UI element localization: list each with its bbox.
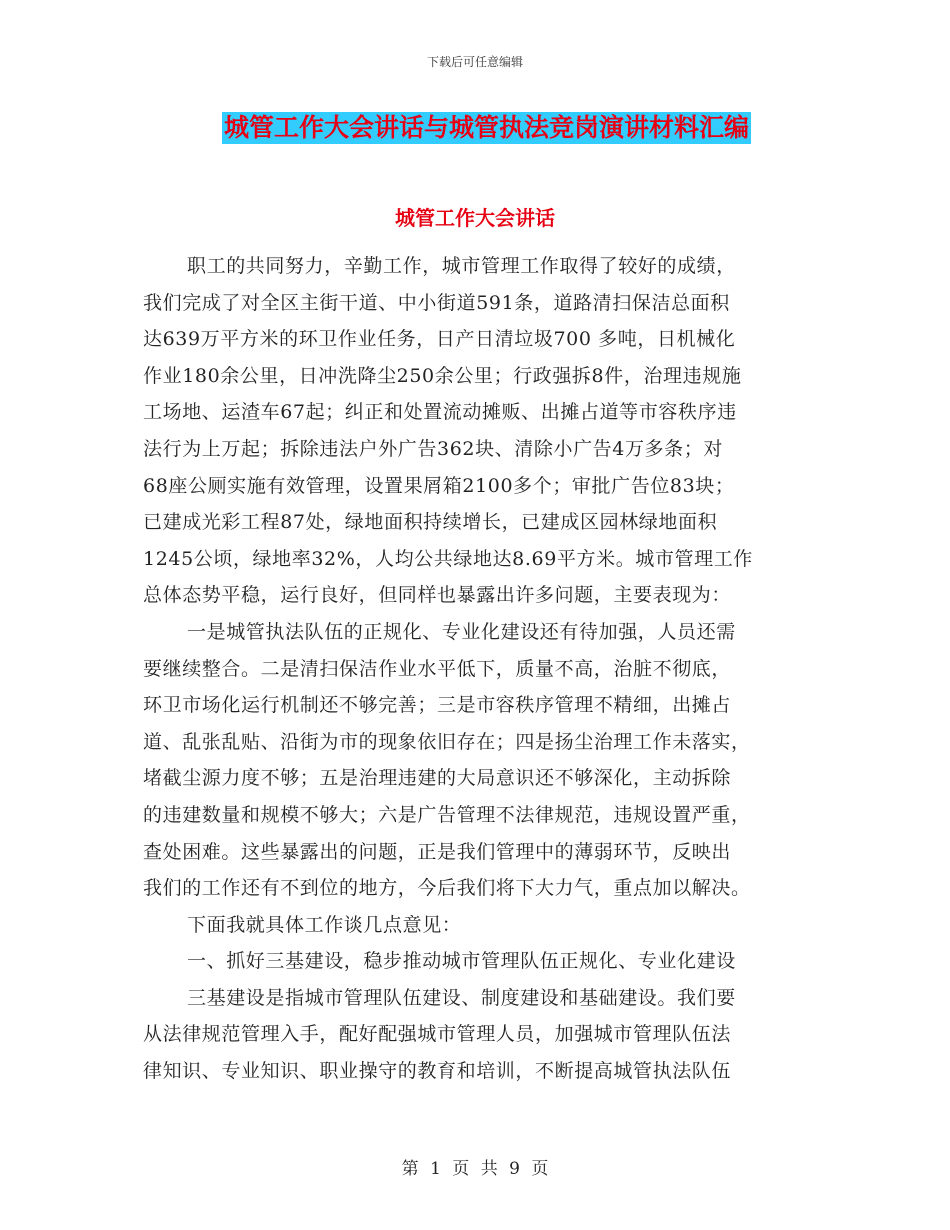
paragraph-line: 下面我就具体工作谈几点意见： [187, 913, 462, 936]
paragraph-line: 的违建数量和规模不够大；六是广告管理不法律规范，违规设置严重， [143, 803, 751, 826]
page-footer: 第 1 页 共 9 页 [401, 1159, 549, 1179]
paragraph-line: 1245公顷，绿地率32%，人均公共绿地达8.69平方米。城市管理工作 [143, 547, 753, 570]
paragraph-line: 查处困难。这些暴露出的问题，正是我们管理中的薄弱环节，反映出 [143, 840, 732, 863]
paragraph-line: 达639万平方米的环卫作业任务，日产日清垃圾700 多吨，日机械化 [143, 328, 736, 351]
paragraph-line: 68座公厕实施有效管理，设置果屑箱2100多个；审批广告位83块； [143, 474, 735, 497]
paragraph-line: 作业180余公里，日冲洗降尘250余公里；行政强拆8件，治理违规施 [143, 364, 742, 387]
paragraph-line: 律知识、专业知识、职业操守的教育和培训，不断提高城管执法队伍 [143, 1060, 732, 1083]
paragraph-line: 三基建设是指城市管理队伍建设、制度建设和基础建设。我们要 [187, 986, 736, 1009]
header-note: 下载后可任意编辑 [426, 55, 523, 69]
paragraph-line: 堵截尘源力度不够；五是治理违建的大局意识还不够深化，主动拆除 [143, 767, 732, 790]
paragraph-line: 我们完成了对全区主街干道、中小街道591条，道路清扫保洁总面积 [143, 291, 730, 314]
paragraph-line: 环卫市场化运行机制还不够完善；三是市容秩序管理不精细，出摊占 [143, 694, 732, 717]
paragraph-line: 一是城管执法队伍的正规化、专业化建设还有待加强，人员还需 [187, 620, 736, 643]
paragraph-line: 法行为上万起；拆除违法户外广告362块、清除小广告4万多条；对 [143, 437, 723, 460]
paragraph-line: 从法律规范管理入手，配好配强城市管理人员，加强城市管理队伍法 [143, 1023, 732, 1046]
body-text [143, 248, 803, 1090]
paragraph-line: 工场地、运渣车67起；纠正和处置流动摊贩、出摊占道等市容秩序违 [143, 401, 737, 424]
paragraph-line: 总体态势平稳，运行良好，但同样也暴露出许多问题，主要表现为： [143, 584, 732, 607]
section-title: 城管工作大会讲话 [395, 206, 555, 230]
paragraph-line: 道、乱张乱贴、沿街为市的现象依旧存在；四是扬尘治理工作未落实， [143, 730, 751, 753]
paragraph-line: 已建成光彩工程87处，绿地面积持续增长，已建成区园林绿地面积 [143, 511, 718, 534]
paragraph-line: 一、抓好三基建设，稳步推动城市管理队伍正规化、专业化建设 [187, 950, 736, 973]
document-title: 城管工作大会讲话与城管执法竞岗演讲材料汇编 [224, 113, 750, 142]
paragraph-line: 要继续整合。二是清扫保洁作业水平低下，质量不高，治脏不彻底， [143, 657, 732, 680]
paragraph-line: 我们的工作还有不到位的地方，今后我们将下大力气，重点加以解决。 [143, 877, 751, 900]
paragraph-line: 职工的共同努力，辛勤工作，城市管理工作取得了较好的成绩， [187, 255, 736, 277]
